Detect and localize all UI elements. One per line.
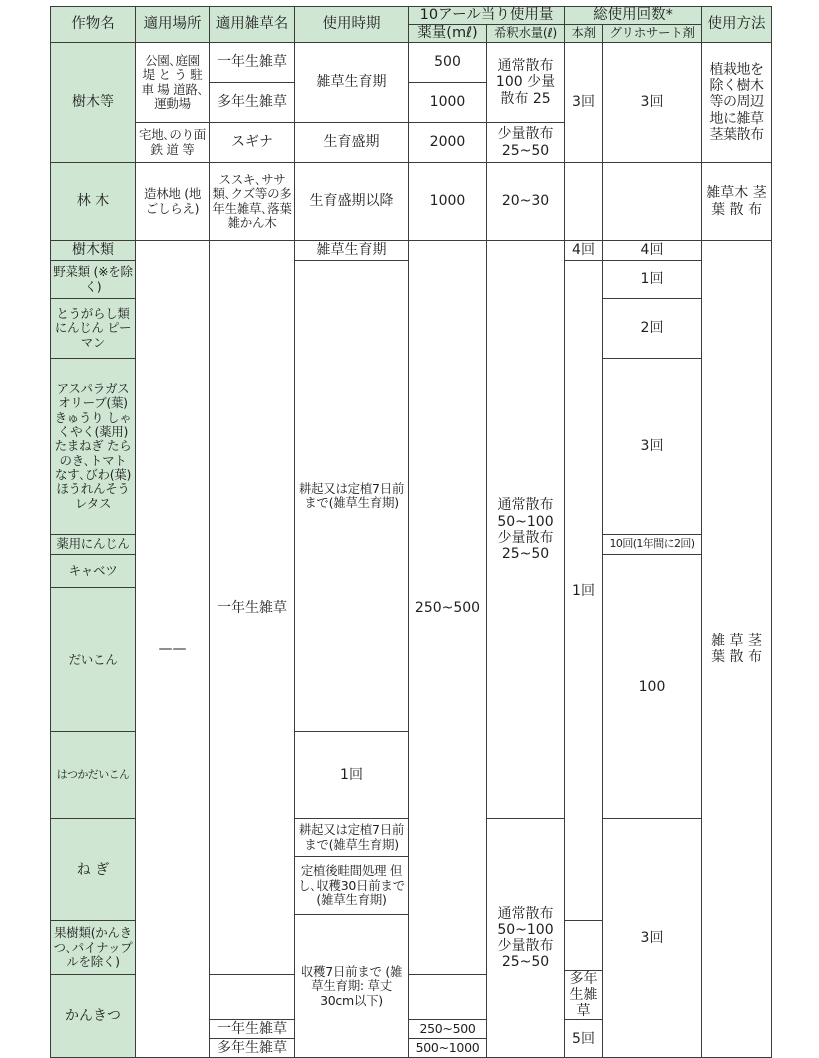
timing-cell: 耕起又は定植7日前まで(雑草生育期) <box>295 261 409 732</box>
water-cell: 20~30 <box>487 163 565 241</box>
gly-count-cell: 3回 <box>603 43 702 163</box>
place-cell: —— <box>136 241 210 1058</box>
chem-cell: 1000 <box>409 83 487 123</box>
this-count-cell: 1回 <box>565 261 603 921</box>
weed-cell: スギナ <box>210 123 295 163</box>
place-cell: 造林地 (地ごしらえ) <box>136 163 210 241</box>
header-per10a: 10アール当り使用量 <box>409 7 565 25</box>
header-this-product: 本剤 <box>565 25 603 43</box>
water-cell: 100 <box>603 555 702 819</box>
chem-cell: 250~500 <box>409 241 487 975</box>
chem-cell: 500 <box>409 43 487 83</box>
this-count-cell: 3回 <box>603 819 702 1058</box>
crop-cell: だいこん <box>51 588 136 732</box>
gly-count-cell <box>603 163 702 241</box>
header-chem-amount: 薬量(mℓ) <box>409 25 487 43</box>
chem-cell: 250~500 <box>409 1020 487 1039</box>
method-cell: 雑草木 茎 葉 散 布 <box>702 163 772 241</box>
water-cell: 少量散布 25~50 <box>487 123 565 163</box>
gly-count-cell: 2回 <box>603 299 702 359</box>
weed-cell: 一年生雑草 <box>210 1020 295 1039</box>
this-count-cell: 4回 <box>565 241 603 261</box>
this-count-cell <box>565 163 603 241</box>
weed-cell: 多年生雑草 <box>210 1039 295 1058</box>
header-crop: 作物名 <box>51 7 136 43</box>
timing-cell: 生育盛期以降 <box>295 163 409 241</box>
chem-cell: 2000 <box>409 123 487 163</box>
place-cell: 宅地､のり面 鉄 道 等 <box>136 123 210 163</box>
weed-cell: 多年生雑草 <box>210 83 295 123</box>
header-weed: 適用雑草名 <box>210 7 295 43</box>
crop-cell: ね ぎ <box>51 819 136 921</box>
header-timing: 使用時期 <box>295 7 409 43</box>
method-cell: 雑 草 茎 葉 散 布 <box>702 241 772 1058</box>
crop-cell: 薬用にんじん <box>51 535 136 555</box>
weed-cell: ススキ､ササ類､クズ等の多年生雑草､落葉雑かん木 <box>210 163 295 241</box>
place-cell: 公園､庭園 堤 と う 駐 車 場 道路､運動場 <box>136 43 210 123</box>
water-cell: 通常散布 50~100 少量散布 25~50 <box>487 819 565 1058</box>
crop-cell: かんきつ <box>51 975 136 1058</box>
gly-count-cell: 1回 <box>295 732 409 819</box>
gly-count-cell: 10回(1年間に2回) <box>603 535 702 555</box>
timing-cell: 耕起又は定植7日前まで(雑草生育期) <box>295 819 409 857</box>
crop-cell: はつかだいこん <box>51 732 136 819</box>
weed-cell: 一年生雑草 <box>210 43 295 83</box>
crop-cell: 樹木類 <box>51 241 136 261</box>
registration-table-wrapper <box>50 6 771 1057</box>
timing-cell: 定植後畦間処理 但し､収穫30日前まで(雑草生育期) <box>295 857 409 915</box>
header-place: 適用場所 <box>136 7 210 43</box>
registration-table <box>50 6 772 1058</box>
method-cell: 植栽地を除く樹木等の周辺地に雑草茎葉散布 <box>702 43 772 163</box>
water-cell: 通常散布 100 少量散布 25 <box>487 43 565 123</box>
chem-cell: 500~1000 <box>409 1039 487 1058</box>
gly-count-cell: 5回 <box>565 1020 603 1058</box>
timing-cell: 収穫7日前まで (雑草生育期: 草丈30cm以下) <box>295 915 409 1058</box>
water-cell: 通常散布 50~100 少量散布 25~50 <box>487 241 565 819</box>
crop-cell: とうがらし類 にんじん ピーマン <box>51 299 136 359</box>
gly-count-cell: 1回 <box>603 261 702 299</box>
crop-cell: 林 木 <box>51 163 136 241</box>
gly-count-cell: 4回 <box>603 241 702 261</box>
gly-count-cell: 3回 <box>603 359 702 535</box>
header-water-amount: 希釈水量(ℓ) <box>487 25 565 43</box>
chem-cell: 1000 <box>409 163 487 241</box>
header-method: 使用方法 <box>702 7 772 43</box>
timing-cell: 雑草生育期 <box>295 241 409 261</box>
crop-cell: アスパラガス オリーブ(葉) きゅうり しゃくやく(薬用) たまねぎ たらのき､トマト なす､びわ(葉) ほうれんそう レタス <box>51 359 136 535</box>
header-glyphosate: グリホサート剤 <box>603 25 702 43</box>
weed-cell: 一年生雑草 <box>210 241 295 975</box>
timing-cell: 雑草生育期 <box>295 43 409 123</box>
crop-cell: キャベツ <box>51 555 136 588</box>
weed-cell: 多年生雑草 <box>565 971 603 1020</box>
timing-cell: 生育盛期 <box>295 123 409 163</box>
crop-cell: 果樹類(かんきつ､パイナップルを除く) <box>51 921 136 975</box>
crop-cell: 野菜類 (※を除く) <box>51 261 136 299</box>
this-count-cell: 3回 <box>565 43 603 163</box>
crop-cell: 樹木等 <box>51 43 136 163</box>
header-total-uses: 総使用回数* <box>565 7 702 25</box>
